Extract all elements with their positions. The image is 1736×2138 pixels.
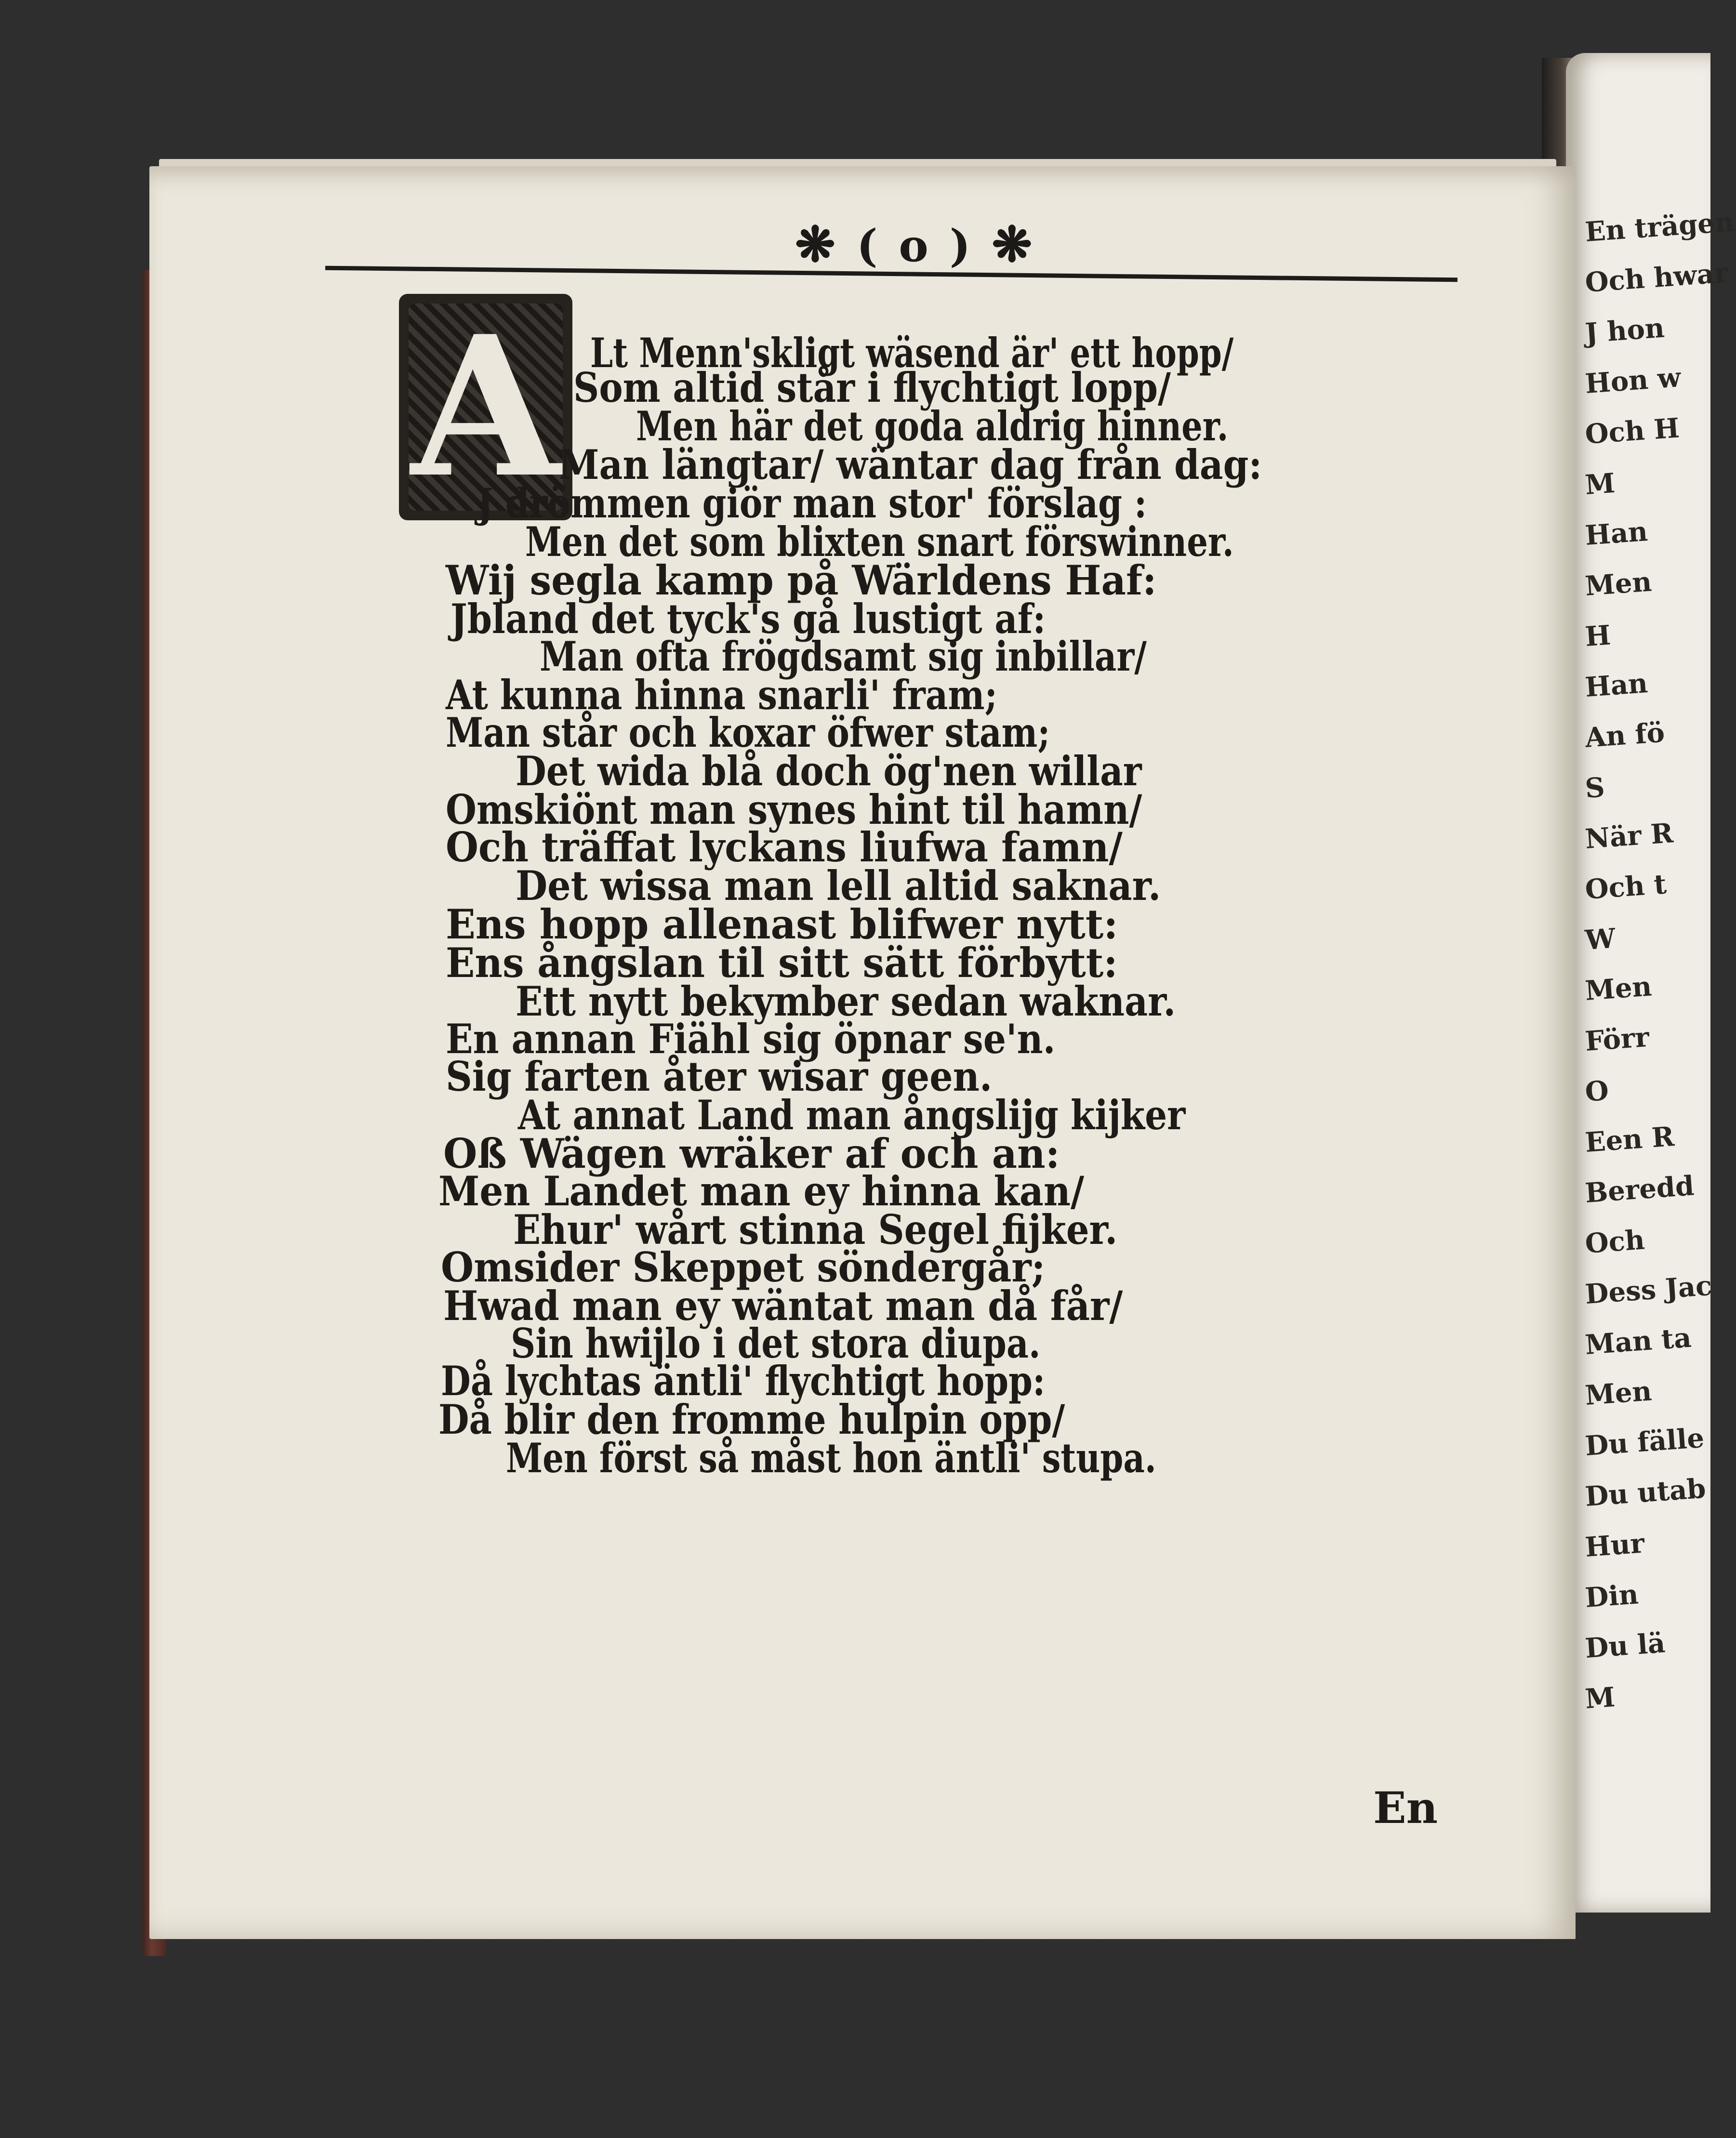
next-page-line: An fö — [1584, 716, 1666, 754]
poem-line: Men det som blixten snart förswinner. — [525, 518, 1234, 566]
next-page-line: S — [1584, 771, 1606, 805]
poem-line: Sin hwijlo i det stora diupa. — [511, 1320, 1041, 1367]
catchword: En — [1373, 1782, 1438, 1834]
poem-line: Det wida blå doch ög'nen willar — [516, 747, 1142, 795]
next-page-line: Och t — [1584, 868, 1668, 906]
next-page-line: Din — [1584, 1578, 1640, 1614]
next-page-line: Han — [1584, 515, 1649, 552]
initial-letter: A — [411, 294, 561, 520]
next-page-line: Du lä — [1584, 1627, 1667, 1664]
next-page-line: Han — [1584, 667, 1649, 703]
poem-line: Ett nytt bekymber sedan waknar. — [516, 977, 1176, 1025]
poem-line: Man ofta frögdsamt sig inbillar/ — [540, 633, 1147, 680]
poem-line: Hwad man ey wäntat man då får/ — [443, 1282, 1123, 1330]
poem-line: Som altid står i flychtigt lopp/ — [573, 364, 1171, 411]
page-number: ( o ) — [856, 220, 974, 272]
next-page-line: Men — [1584, 566, 1653, 602]
next-page-line: M — [1584, 1681, 1617, 1715]
next-page-text — [1584, 206, 1736, 1725]
next-page-line: Du utab — [1584, 1472, 1707, 1513]
next-page-line: H — [1584, 619, 1612, 653]
next-page-line: Een R — [1584, 1121, 1675, 1159]
next-page-line: Du fälle — [1584, 1422, 1705, 1462]
next-page-line: Man ta — [1584, 1321, 1693, 1361]
poem-line: Oß Wägen wräker af och an: — [443, 1130, 1060, 1177]
poem-line: Wij segla kamp på Wärldens Haf: — [446, 556, 1157, 604]
poem-line: Ehur' wårt stinna Segel fijker. — [513, 1206, 1118, 1254]
poem-line: Men här det goda aldrig hinner. — [636, 402, 1229, 450]
next-page-line: Beredd — [1584, 1170, 1696, 1209]
page-header — [795, 216, 1035, 273]
poem-line: Sig farten åter wisar geen. — [446, 1053, 993, 1100]
poem-line: Ens hopp allenast blifwer nytt: — [446, 900, 1118, 948]
poem-line: Ens ångslan til sitt sätt förbytt: — [446, 939, 1118, 987]
poem-line: At kunna hinna snarli' fram; — [446, 671, 998, 719]
poem-line: Men först så måst hon äntli' stupa. — [506, 1434, 1156, 1482]
poem-line: J drömmen giör man stor' förslag : — [477, 479, 1147, 527]
poem-line: Då lychtas äntli' flychtigt hopp: — [441, 1357, 1046, 1405]
next-page — [1566, 53, 1736, 1913]
poem-line: Lt Menn'skligt wäsend är' ett hopp/ — [590, 329, 1234, 377]
next-page-line: Dess Jac — [1584, 1269, 1713, 1310]
poem-line: En annan Fiähl sig öpnar se'n. — [446, 1015, 1056, 1063]
next-page-line: M — [1584, 467, 1617, 501]
next-page-line: Och hwar — [1584, 257, 1730, 299]
next-page-line: W — [1584, 922, 1617, 956]
poem-line: Omskiönt man synes hint til hamn/ — [446, 786, 1142, 833]
poem-line: Och träffat lyckans liufwa famn/ — [446, 823, 1123, 871]
poem-line: Man står och koxar öfwer stam; — [446, 709, 1050, 756]
poem-line: Jbland det tyck's gå lustigt af: — [451, 595, 1046, 643]
poem-line: Men Landet man ey hinna kan/ — [438, 1167, 1085, 1215]
next-page-line: När R — [1584, 817, 1674, 855]
poem-line: At annat Land man ångslijg kijker — [518, 1091, 1186, 1139]
next-page-line: Men — [1584, 970, 1653, 1007]
next-page-line: Hon w — [1584, 361, 1682, 400]
next-page-line: Och — [1584, 1224, 1646, 1260]
next-page-line: En trägen — [1584, 206, 1736, 248]
next-page-line: Förr — [1584, 1021, 1651, 1057]
next-page-line: Hur — [1584, 1527, 1646, 1563]
poem-line: Det wissa man lell altid saknar. — [516, 862, 1161, 910]
next-page-line: Och H — [1584, 412, 1681, 450]
poem-line: Omsider Skeppet söndergår; — [441, 1243, 1046, 1291]
poem-line: Man längtar/ wäntar dag från dag: — [559, 441, 1262, 488]
next-page-line: O — [1584, 1074, 1610, 1108]
right-ornament-icon: ❋ — [992, 216, 1035, 273]
next-page-line: J hon — [1584, 312, 1666, 349]
next-page-line: Men — [1584, 1375, 1653, 1412]
left-ornament-icon: ❋ — [795, 216, 838, 273]
poem-line: Då blir den fromme hulpin opp/ — [438, 1396, 1065, 1443]
